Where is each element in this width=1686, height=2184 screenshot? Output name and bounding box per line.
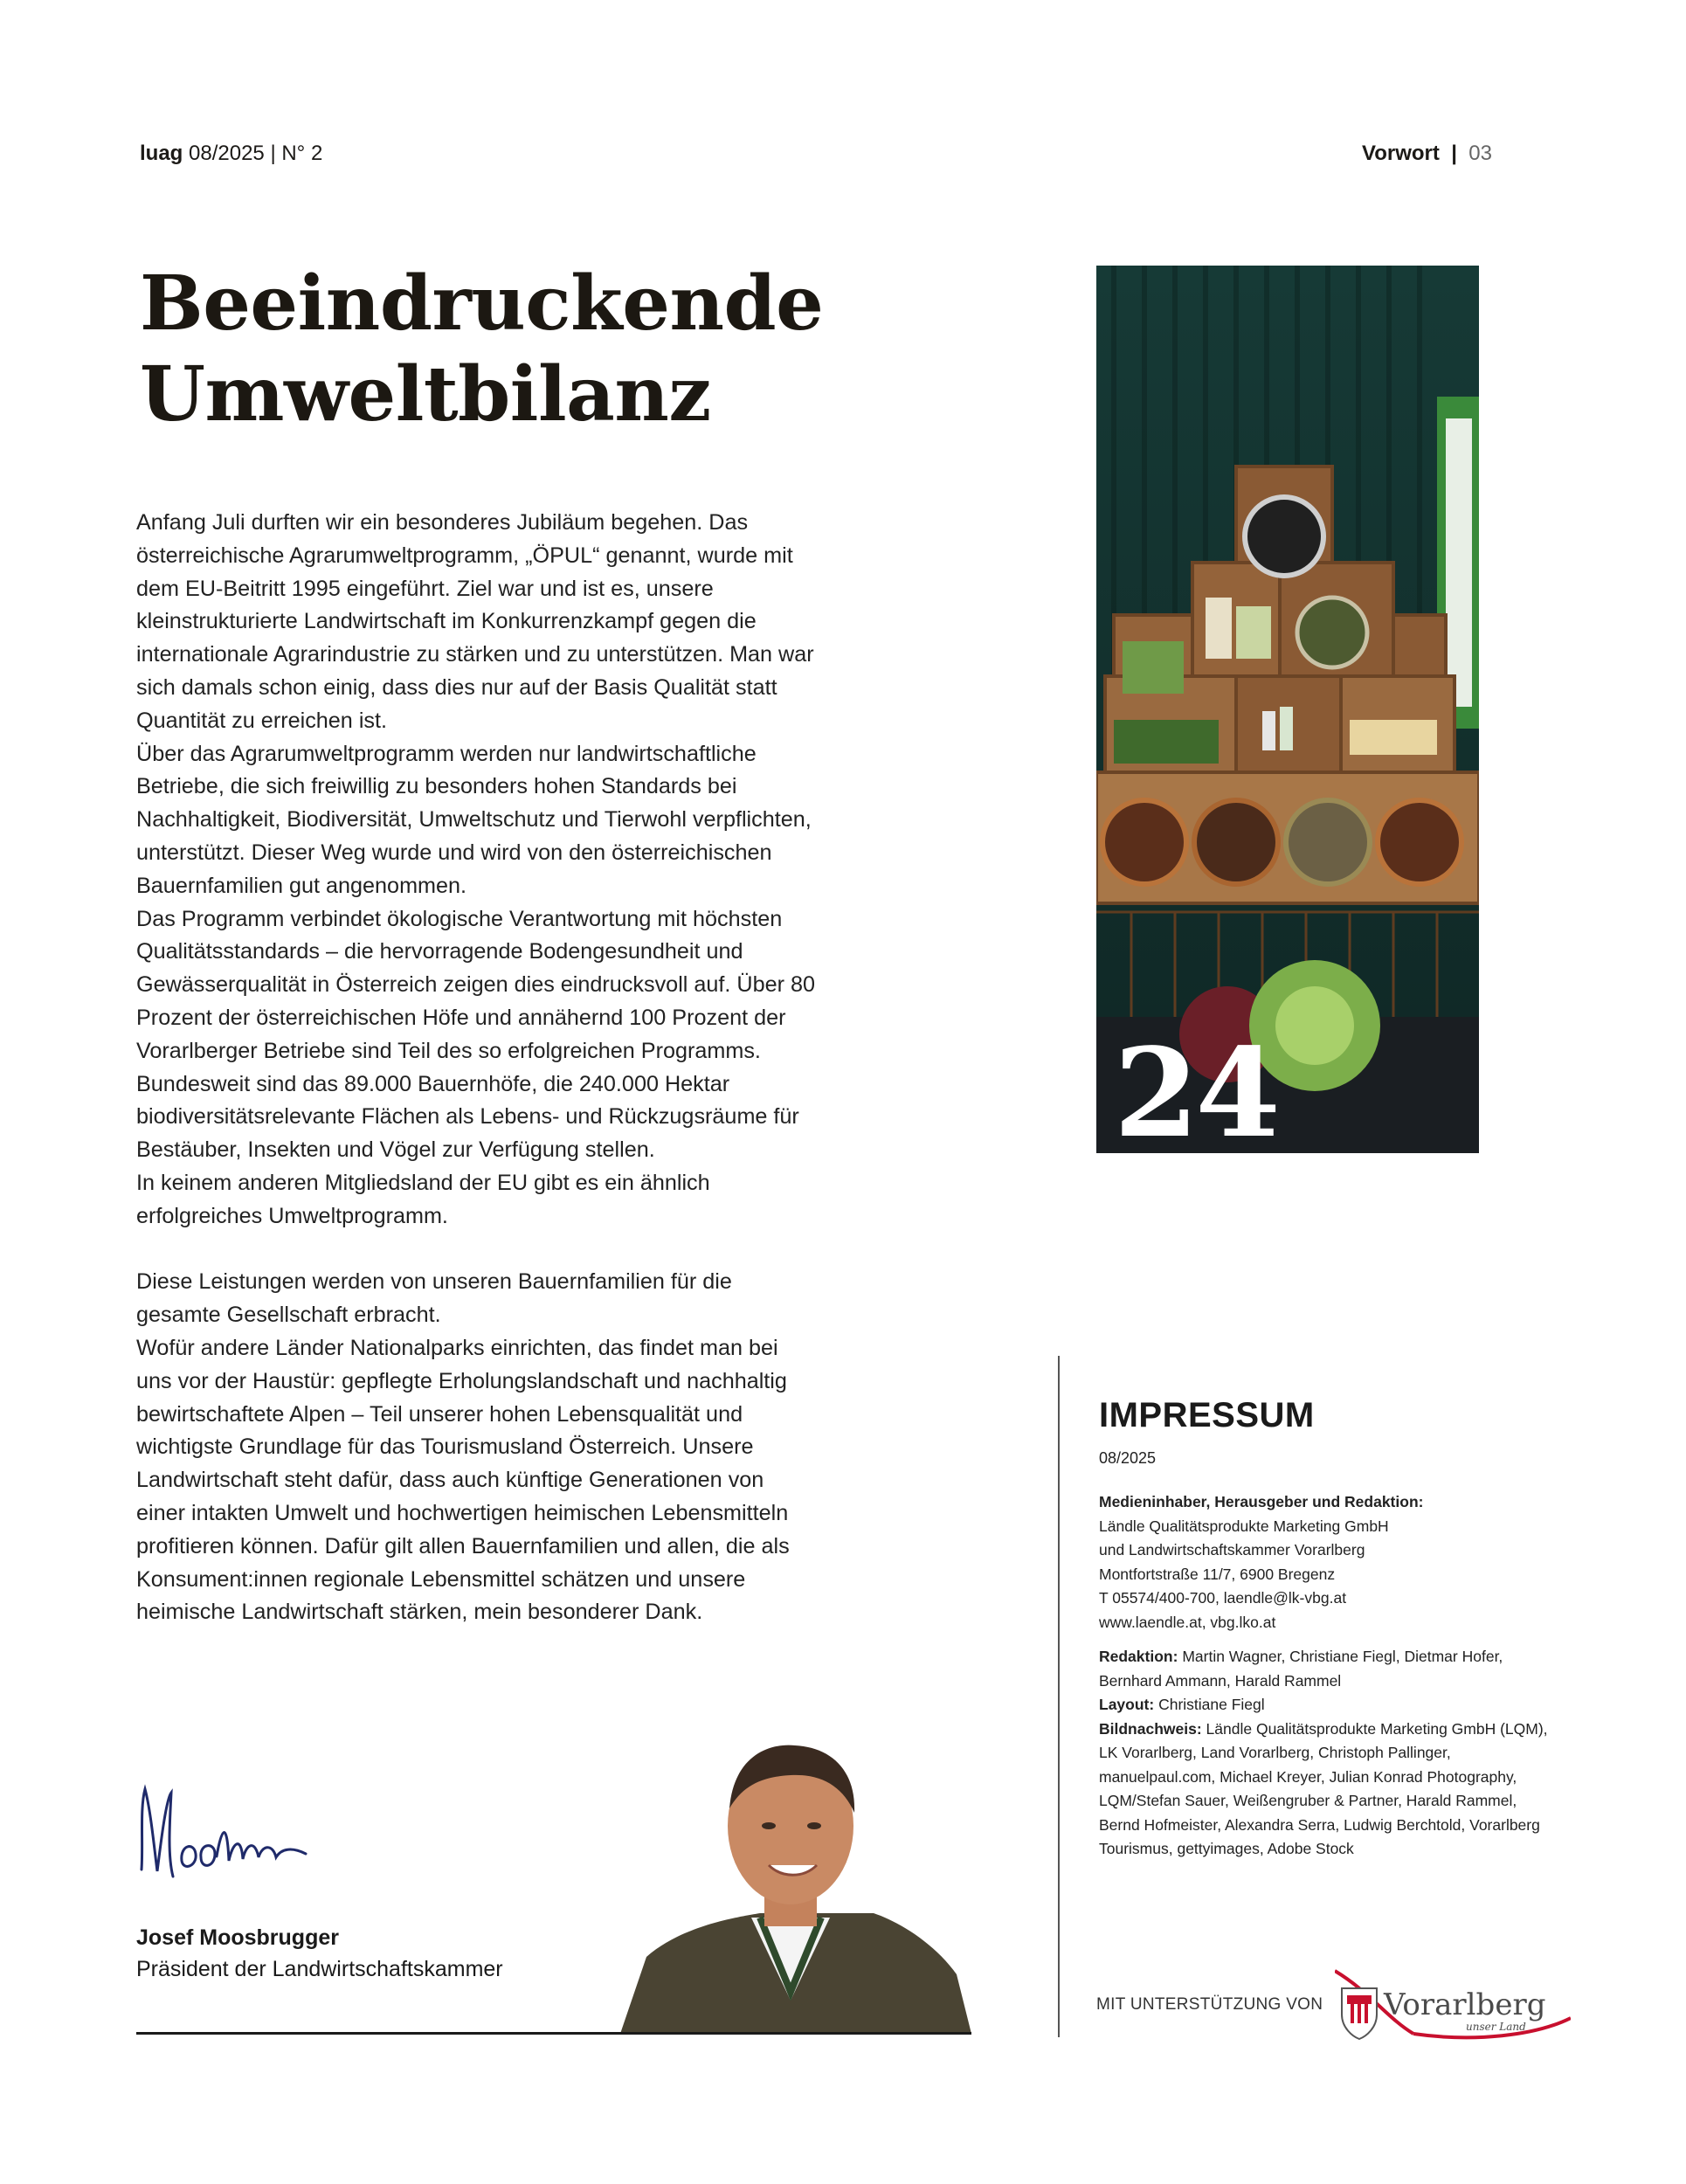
vorarlberg-logo xyxy=(1335,1966,1571,2044)
impressum-title: IMPRESSUM xyxy=(1099,1396,1315,1434)
vorarlberg-logo-sub: unser Land xyxy=(1466,2021,1526,2033)
magazine-name: luag xyxy=(140,142,183,165)
product-display-photo xyxy=(1096,266,1479,1153)
page-reference-number: 24 xyxy=(1114,1022,1277,1153)
photo-credits: Ländle Qualitätsprodukte Marketing GmbH (LQM), LK Vorarlberg, Land Vorarlberg, Christoph Pallinger, manuelpaul.com, Michael Kreyer, Julian Konrad Photography, LQM/Stefan Sauer, Weißengruber & Partner, Harald Rammel, Bernd Hofmeister, Alexandra Serra, Ludwig Berchtold, Vorarlberg Tourismus, gettyimages, Adobe Stock xyxy=(1099,1719,1548,1857)
layout-label: Layout: xyxy=(1099,1696,1155,1713)
impressum-box xyxy=(1099,1396,1553,1862)
owner-line: Montfortstraße 11/7, 6900 Bregenz xyxy=(1099,1565,1336,1583)
owner-line: www.laendle.at, vbg.lko.at xyxy=(1099,1613,1276,1631)
paragraph: In keinem anderen Mitgliedsland der EU gibt es ein ähnlich erfolgreiches Umweltprogramm. xyxy=(136,1170,710,1228)
paragraph: Wofür andere Länder Nationalparks einrichten, das findet man bei uns vor der Haustür: gepflegte Erholungslandschaft und nachhaltig bewirtschaftete Alpen – Teil unserer hohen Lebensqualität und wichtigste Grundlage für das Tourismusland Österreich. Unsere Landwirtschaft steht dafür, dass auch künftige Generationen von einer intakten Umwelt und hochwertigen heimischen Lebensmitteln profitieren können. Dafür gilt allen Bauernfamilien und allen, die als Konsument:innen regionale Lebensmittel schätzen und unsere heimische Landwirtschaft stärken, mein besonderer Dank. xyxy=(136,1335,790,1625)
author-portrait xyxy=(612,1738,971,2034)
author-block xyxy=(136,1922,503,1985)
title-line-2: Umweltbilanz xyxy=(140,350,711,439)
running-header-left xyxy=(140,142,322,166)
impressum-owner xyxy=(1099,1490,1553,1635)
editorial-body xyxy=(136,507,818,1629)
running-header-right xyxy=(1362,142,1492,166)
header-separator: | xyxy=(1451,142,1457,165)
redaktion-label: Redaktion: xyxy=(1099,1648,1178,1665)
redaktion-names: Martin Wagner, Christiane Fiegl, Dietmar Hofer, Bernhard Ammann, Harald Rammel xyxy=(1099,1648,1503,1690)
page-number: 03 xyxy=(1468,142,1492,165)
section-name: Vorwort xyxy=(1362,142,1440,165)
issue-number: 08/2025 | N° 2 xyxy=(189,142,323,165)
paragraph-gap xyxy=(136,1234,818,1267)
paragraph: Anfang Juli durften wir ein besonderes Jubiläum begehen. Das österreichische Agrarumweltprogramm, „ÖPUL“ genannt, wurde mit dem EU-Beitritt 1995 eingeführt. Ziel war und ist es, unsere kleinstrukturierte Landwirtschaft im Konkurrenzkampf gegen die internationale Agrarindustrie zu stärken und zu unterstützen. Man war sich damals schon einig, dass dies nur auf der Basis Qualität statt Quantität zu erreichen ist. xyxy=(136,510,814,733)
column-divider xyxy=(1058,1356,1060,2037)
product-display-illustration xyxy=(1096,266,1479,1153)
owner-line: T 05574/400-700, laendle@lk-vbg.at xyxy=(1099,1589,1347,1607)
layout-name: Christiane Fiegl xyxy=(1158,1696,1265,1713)
owner-line: und Landwirtschaftskammer Vorarlberg xyxy=(1099,1541,1365,1559)
support-label: MIT UNTERSTÜTZUNG VON xyxy=(1096,1995,1323,2014)
paragraph: Bundesweit sind das 89.000 Bauernhöfe, die 240.000 Hektar biodiversitätsrelevante Flächen als Lebens- und Rückzugsräume für Bestäuber, Insekten und Vögel zur Verfügung stellen. xyxy=(136,1071,799,1163)
vorarlberg-logo-text: Vorarlberg xyxy=(1384,1987,1546,2022)
photo-credits-label: Bildnachweis: xyxy=(1099,1719,1202,1738)
owner-label: Medieninhaber, Herausgeber und Redaktion: xyxy=(1099,1493,1424,1510)
paragraph: Diese Leistungen werden von unseren Bauernfamilien für die gesamte Gesellschaft erbracht. xyxy=(136,1269,732,1328)
paragraph: Über das Agrarumweltprogramm werden nur landwirtschaftliche Betriebe, die sich freiwillig zu besonders hohen Standards bei Nachhaltigkeit, Biodiversität, Umweltschutz und Tierwohl verpflichten, unterstützt. Dieser Weg wurde und wird von den österreichischen Bauernfamilien gut angenommen. xyxy=(136,741,812,898)
handwritten-signature xyxy=(131,1773,341,1909)
author-role: Präsident der Landwirtschaftskammer xyxy=(136,1957,503,1981)
impressum-credits xyxy=(1099,1645,1553,1862)
page-title xyxy=(140,259,823,440)
bottom-rule xyxy=(136,2032,971,2035)
impressum-date: 08/2025 xyxy=(1099,1449,1157,1467)
title-line-1: Beeindruckende xyxy=(140,259,824,348)
owner-line: Ländle Qualitätsprodukte Marketing GmbH xyxy=(1099,1517,1389,1535)
paragraph: Das Programm verbindet ökologische Verantwortung mit höchsten Qualitätsstandards – die hervorragende Bodengesundheit und Gewässerqualität in Österreich zeigen dies eindrucksvoll auf. Über 80 Prozent der österreichischen Höfe und annähernd 100 Prozent der Vorarlberger Betriebe sind Teil des so erfolgreichen Programms. xyxy=(136,906,815,1063)
author-name: Josef Moosbrugger xyxy=(136,1925,339,1950)
